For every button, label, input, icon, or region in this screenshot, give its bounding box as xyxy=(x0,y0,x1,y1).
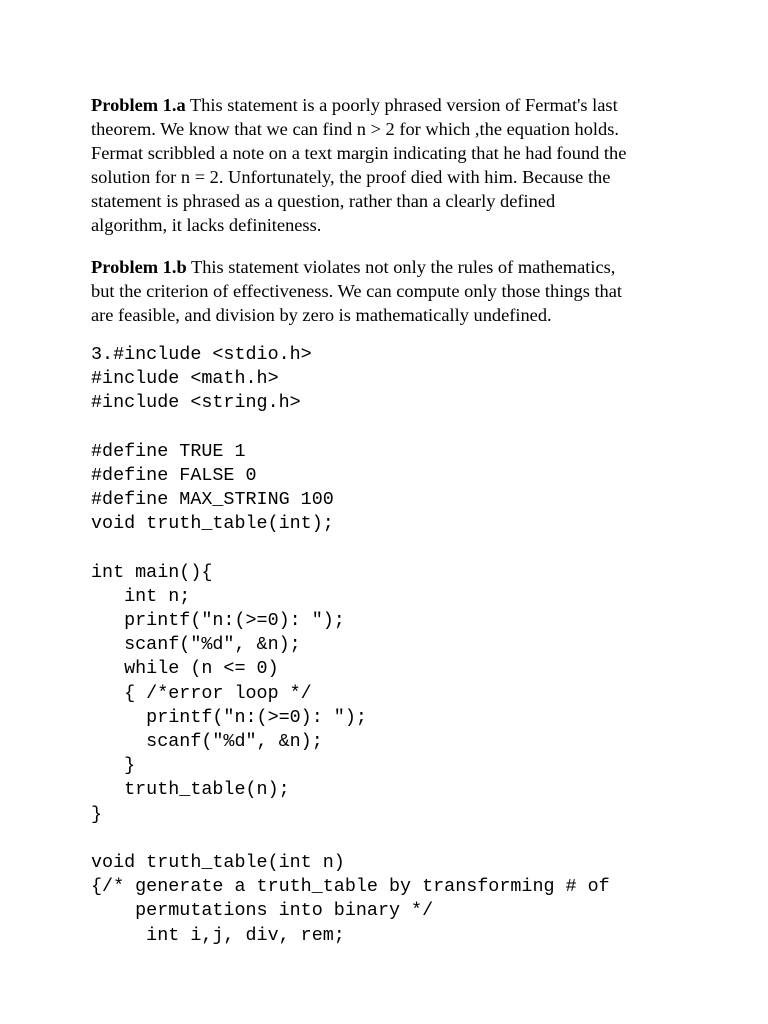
code-block xyxy=(91,343,731,948)
problem-1b-line-3: are feasible, and division by zero is mathematically undefined. xyxy=(91,305,552,325)
code-line: int n; xyxy=(91,585,191,607)
code-line: void truth_table(int n) xyxy=(91,851,345,873)
code-line: #define FALSE 0 xyxy=(91,464,257,486)
code-line: int main(){ xyxy=(91,561,213,583)
problem-1a-line-1 xyxy=(91,93,691,117)
problem-1a-line-5: statement is phrased as a question, rather than a clearly defined xyxy=(91,191,556,211)
problem-1a-text: This statement is a poorly phrased version of Fermat's last xyxy=(185,95,618,115)
code-line: truth_table(n); xyxy=(91,779,290,801)
problem-1b-paragraph xyxy=(91,255,691,327)
code-line: { /*error loop */ xyxy=(91,682,312,704)
code-line: } xyxy=(91,803,103,825)
code-line: {/* generate a truth_table by transforming # of xyxy=(91,876,610,898)
problem-1b-line-1 xyxy=(91,255,691,279)
problem-1a-line-2: theorem. We know that we can find n > 2 for which ,the equation holds. xyxy=(91,119,619,139)
problem-1b-line-2: but the criterion of effectiveness. We can compute only those things that xyxy=(91,281,623,301)
code-line xyxy=(91,416,731,440)
problem-1b-text: This statement violates not only the rules of mathematics, xyxy=(186,257,616,277)
code-line xyxy=(91,537,731,561)
code-line: permutations into binary */ xyxy=(91,900,434,922)
code-line: scanf("%d", &n); xyxy=(91,634,301,656)
code-line: #define MAX_STRING 100 xyxy=(91,489,334,511)
code-line: #define TRUE 1 xyxy=(91,440,246,462)
code-line: #include <string.h> xyxy=(91,392,301,414)
code-line: printf("n:(>=0): "); xyxy=(91,706,367,728)
problem-1a-paragraph xyxy=(91,93,691,237)
problem-1a-line-4: solution for n = 2. Unfortunately, the proof died with him. Because the xyxy=(91,167,611,187)
problem-1a-line-3: Fermat scribbled a note on a text margin indicating that he had found the xyxy=(91,143,627,163)
code-line: void truth_table(int); xyxy=(91,513,334,535)
code-line xyxy=(91,827,731,851)
code-line: } xyxy=(91,755,136,777)
code-line: 3.#include <stdio.h> xyxy=(91,344,312,365)
code-line: printf("n:(>=0): "); xyxy=(91,610,345,632)
code-line: int i,j, div, rem; xyxy=(91,924,345,946)
problem-1a-line-6: algorithm, it lacks definiteness. xyxy=(91,215,322,235)
code-line: scanf("%d", &n); xyxy=(91,731,323,752)
problem-1b-heading: Problem 1.b xyxy=(91,257,187,277)
problem-1a-heading: Problem 1.a xyxy=(91,95,186,115)
code-line: while (n <= 0) xyxy=(91,658,279,680)
code-line: #include <math.h> xyxy=(91,368,279,390)
